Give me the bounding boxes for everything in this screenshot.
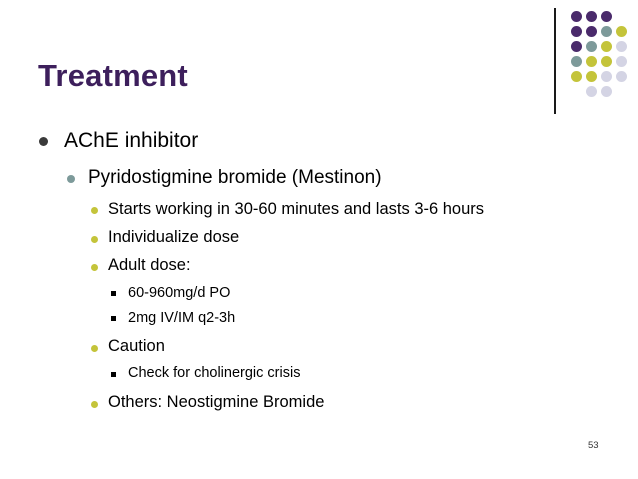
bullet-square-icon bbox=[111, 316, 116, 321]
decor-dot bbox=[571, 71, 582, 82]
decor-dot bbox=[616, 56, 627, 67]
decor-dot bbox=[586, 56, 597, 67]
bullet-dot-icon bbox=[91, 401, 98, 408]
bullet-dot-icon bbox=[91, 345, 98, 352]
decor-dot bbox=[616, 26, 627, 37]
bullet-dot-icon bbox=[67, 175, 75, 183]
decor-dot bbox=[586, 71, 597, 82]
bullet-level2: Pyridostigmine bromide (Mestinon) bbox=[88, 167, 382, 188]
slide-title: Treatment bbox=[38, 58, 188, 93]
decor-dot bbox=[571, 11, 582, 22]
decor-dot bbox=[601, 56, 612, 67]
bullet-level3: Caution bbox=[108, 337, 165, 355]
decor-dot bbox=[601, 11, 612, 22]
bullet-level3: Adult dose: bbox=[108, 256, 191, 274]
page-number: 53 bbox=[588, 440, 599, 451]
decor-dot bbox=[586, 86, 597, 97]
bullet-level4: 60-960mg/d PO bbox=[128, 285, 231, 301]
decor-dot bbox=[616, 41, 627, 52]
bullet-level1: AChE inhibitor bbox=[64, 129, 199, 152]
decor-dot bbox=[586, 11, 597, 22]
decor-dot bbox=[571, 56, 582, 67]
bullet-level3: Others: Neostigmine Bromide bbox=[108, 393, 325, 411]
decor-dot bbox=[601, 71, 612, 82]
bullet-square-icon bbox=[111, 291, 116, 296]
decor-dot bbox=[601, 41, 612, 52]
bullet-dot-icon bbox=[91, 236, 98, 243]
decor-dot bbox=[616, 71, 627, 82]
bullet-dot-icon bbox=[91, 264, 98, 271]
decor-dot bbox=[586, 41, 597, 52]
bullet-level4: 2mg IV/IM q2-3h bbox=[128, 310, 236, 326]
decor-dot bbox=[601, 26, 612, 37]
decor-dot bbox=[586, 26, 597, 37]
decor-dot bbox=[571, 41, 582, 52]
bullet-level4: Check for cholinergic crisis bbox=[128, 365, 301, 381]
decorative-vertical-line bbox=[554, 8, 556, 114]
decor-dot bbox=[601, 86, 612, 97]
bullet-square-icon bbox=[111, 372, 116, 377]
bullet-level3: Individualize dose bbox=[108, 228, 240, 246]
bullet-dot-icon bbox=[39, 137, 48, 146]
bullet-level3: Starts working in 30-60 minutes and lasts 3-6 hours bbox=[108, 200, 485, 218]
bullet-dot-icon bbox=[91, 207, 98, 214]
decor-dot bbox=[571, 26, 582, 37]
